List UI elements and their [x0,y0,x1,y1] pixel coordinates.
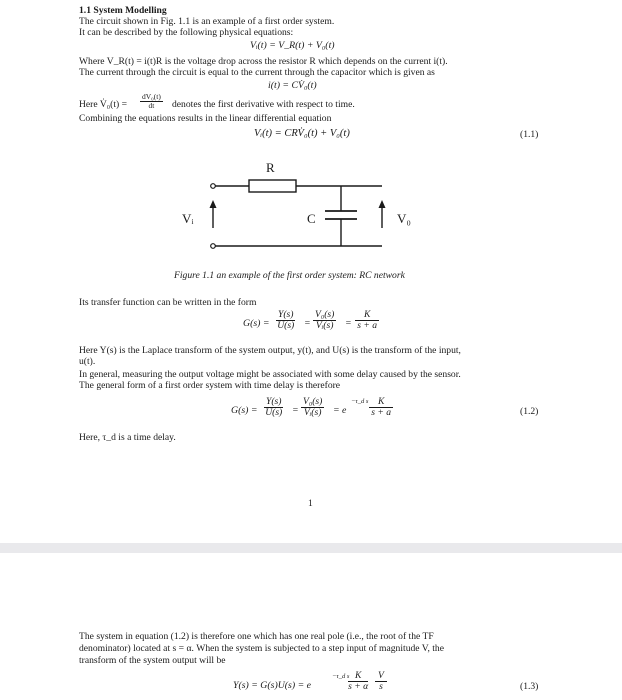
output-arrow-head [379,200,386,208]
tf2-equals-a: = [292,405,299,416]
tf1-fraction-3-num: K [355,310,379,321]
eq-1-3-fraction-2-den: s [379,681,383,692]
equation-1-3-number: (1.3) [520,681,539,692]
equation-1-1-number: (1.1) [520,129,539,140]
paragraph-6-line-2: u(t). [79,356,96,367]
resistor-symbol [249,180,296,192]
tf2-fraction-2-num: V₀(s) [303,396,323,407]
paragraph-1-line-1: The circuit shown in Fig. 1.1 is an example of a first order system. [79,16,335,27]
tf2-fraction-3-num: K [369,397,393,408]
tf2-fraction-2-den: Vᵢ(s) [303,407,322,418]
paragraph-2-line-1: Where V_R(t) = i(t)R is the voltage drop across the resistor R which depends on the current i(t). [79,56,448,67]
page2-line-2: denominator) located at s = α. When the system is subjected to a step input of magnitude V, the [79,643,444,654]
tf2-delay-exponent: −τ_d s [351,398,369,405]
paragraph-8: Here, τ_d is a time delay. [79,432,176,443]
equation-1-1: Vᵢ(t) = CRV̇₀(t) + V₀(t) [254,128,350,139]
rc-circuit-diagram [0,150,622,270]
eq-1-3-delay-exponent: −τ_d s [332,673,350,680]
paragraph-6-line-1: Here Y(s) is the Laplace transform of the system output, y(t), and U(s) is the transform of the input, [79,345,461,356]
derivative-numerator: dV₀(t) [142,92,161,101]
tf1-fraction-2-num: V₀(s) [315,309,335,320]
tf1-fraction-2 [313,310,336,331]
input-terminal-bottom [211,244,216,249]
section-title: 1.1 System Modelling [79,5,167,16]
paragraph-3-prefix: Here V̇₀(t) = [79,99,128,110]
page-number: 1 [308,498,313,509]
tf2-fraction-1-den: U(s) [265,407,283,418]
paragraph-3-suffix: denotes the first derivative with respect to time. [172,99,355,110]
eq-1-3-fraction-2 [375,671,387,692]
paragraph-7-line-2: The general form of a first order system with time delay is therefore [79,380,341,391]
tf1-equals-b: = [345,318,352,329]
tf1-fraction-1-den: U(s) [277,320,295,331]
tf1-fraction-3 [355,310,379,331]
tf1-fraction-1 [276,310,295,331]
input-terminal-top [211,184,216,189]
eq-1-3-fraction-1-num: K [348,671,368,682]
derivative-denominator: dt [148,101,155,110]
tf2-lhs: G(s) = [231,405,258,416]
tf1-equals-a: = [304,318,311,329]
eq-1-3-fraction-1 [348,671,368,692]
tf2-fraction-3 [369,397,393,418]
tf1-fraction-3-den: s + a [357,320,378,331]
equation-current: i(t) = CV̇₀(t) [268,80,317,91]
resistor-label: R [266,160,275,175]
tf2-fraction-2 [301,397,324,418]
input-arrow-head [210,200,217,208]
equation-kvl: Vᵢ(t) = V_R(t) + V₀(t) [250,40,335,51]
tf1-lhs: G(s) = [243,318,270,329]
figure-caption: Figure 1.1 an example of the first order system: RC network [174,270,405,281]
tf1-fraction-2-den: Vᵢ(s) [315,320,334,331]
eq-1-3-lhs: Y(s) = G(s)U(s) = e [233,680,311,691]
eq-1-3-fraction-2-num: V [375,671,387,682]
paragraph-7-line-1: In general, measuring the output voltage might be associated with some delay caused by the sensor. [79,369,461,380]
page2-line-3: transform of the system output will be [79,655,226,666]
paragraph-4: Combining the equations results in the linear differential equation [79,113,332,124]
derivative-fraction [140,93,163,110]
output-voltage-label: V₀ [397,211,411,226]
tf2-fraction-1-num: Y(s) [266,396,282,407]
paragraph-2-line-2: The current through the circuit is equal to the current through the capacitor which is given as [79,67,435,78]
input-voltage-label: Vᵢ [182,211,194,226]
document-page-2 [0,553,622,700]
tf2-fraction-1 [264,397,283,418]
eq-1-3-fraction-1-den: s + α [348,681,369,692]
tf2-equals-exp-base: = e [333,405,347,416]
tf2-fraction-3-den: s + a [371,407,392,418]
page2-line-1: The system in equation (1.2) is therefore one which has one real pole (i.e., the root of the TF [79,631,434,642]
tf1-fraction-1-num: Y(s) [278,309,294,320]
equation-1-2-number: (1.2) [520,406,539,417]
capacitor-label: C [307,211,316,226]
paragraph-1-line-2: It can be described by the following physical equations: [79,27,294,38]
paragraph-5: Its transfer function can be written in the form [79,297,257,308]
